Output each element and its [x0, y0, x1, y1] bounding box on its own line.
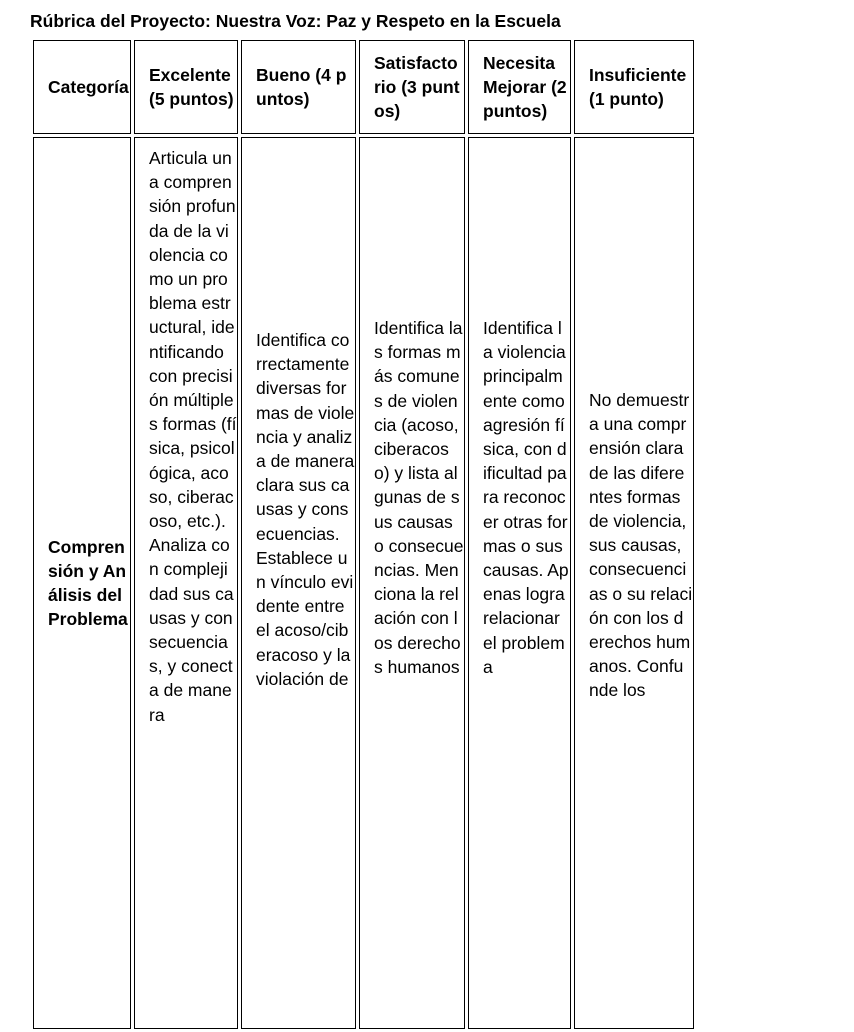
necesita-mejorar-text: Identifica la violencia principalmente como agresión física, con dificultad para reconocer otras formas o sus causas. Apenas logra relacionar el problema: [483, 318, 569, 677]
document-title: Rúbrica del Proyecto: Nuestra Voz: Paz y Respeto en la Escuela: [30, 11, 561, 31]
satisfactorio-text: Identifica las formas más comunes de violencia (acoso, ciberacoso) y lista algunas de sus causas o consecuencias. Menciona la relación con los derechos humanos: [374, 318, 464, 677]
header-bueno-label: Bueno (4 puntos): [256, 64, 347, 109]
bueno-cell: [241, 137, 356, 1029]
header-insuficiente-label: Insuficiente (1 punto): [589, 64, 687, 109]
header-satisfactorio-label: Satisfactorio (3 puntos): [374, 52, 460, 122]
category-label: Comprensión y Análisis del Problema: [48, 536, 128, 630]
excelente-cell: [134, 137, 238, 1029]
header-categoria: [33, 40, 131, 134]
bueno-text: Identifica correctamente diversas formas de violencia y analiza de manera clara sus causas y consecuencias. Establece un vínculo evidente entre el acoso/ciberacoso y la violación de: [256, 330, 355, 689]
insuficiente-text: No demuestra una comprensión clara de las diferentes formas de violencia, sus causas, consecuencias o su relación con los derechos humanos. Confunde los: [589, 390, 693, 701]
header-necesita-mejorar: [468, 40, 571, 134]
excelente-text: Articula una comprensión profunda de la violencia como un problema estructural, identificando con precisión múltiples formas (física, psicológica, acoso, ciberacoso, etc.). Analiza con complejidad sus causas y consecuencias, y conecta de manera: [149, 148, 237, 725]
header-satisfactorio: [359, 40, 465, 134]
header-excelente-label: Excelente (5 puntos): [149, 64, 234, 109]
header-necesita-mejorar-label: Necesita Mejorar (2 puntos): [483, 52, 567, 122]
table-row: [33, 137, 694, 1029]
insuficiente-cell: [574, 137, 694, 1029]
header-insuficiente: [574, 40, 694, 134]
header-bueno: [241, 40, 356, 134]
table-header-row: [33, 40, 694, 134]
necesita-mejorar-cell: [468, 137, 571, 1029]
satisfactorio-cell: [359, 137, 465, 1029]
header-excelente: [134, 40, 238, 134]
rubric-table: [30, 37, 697, 1032]
category-cell: [33, 137, 131, 1029]
header-categoria-label: Categoría: [48, 76, 129, 97]
